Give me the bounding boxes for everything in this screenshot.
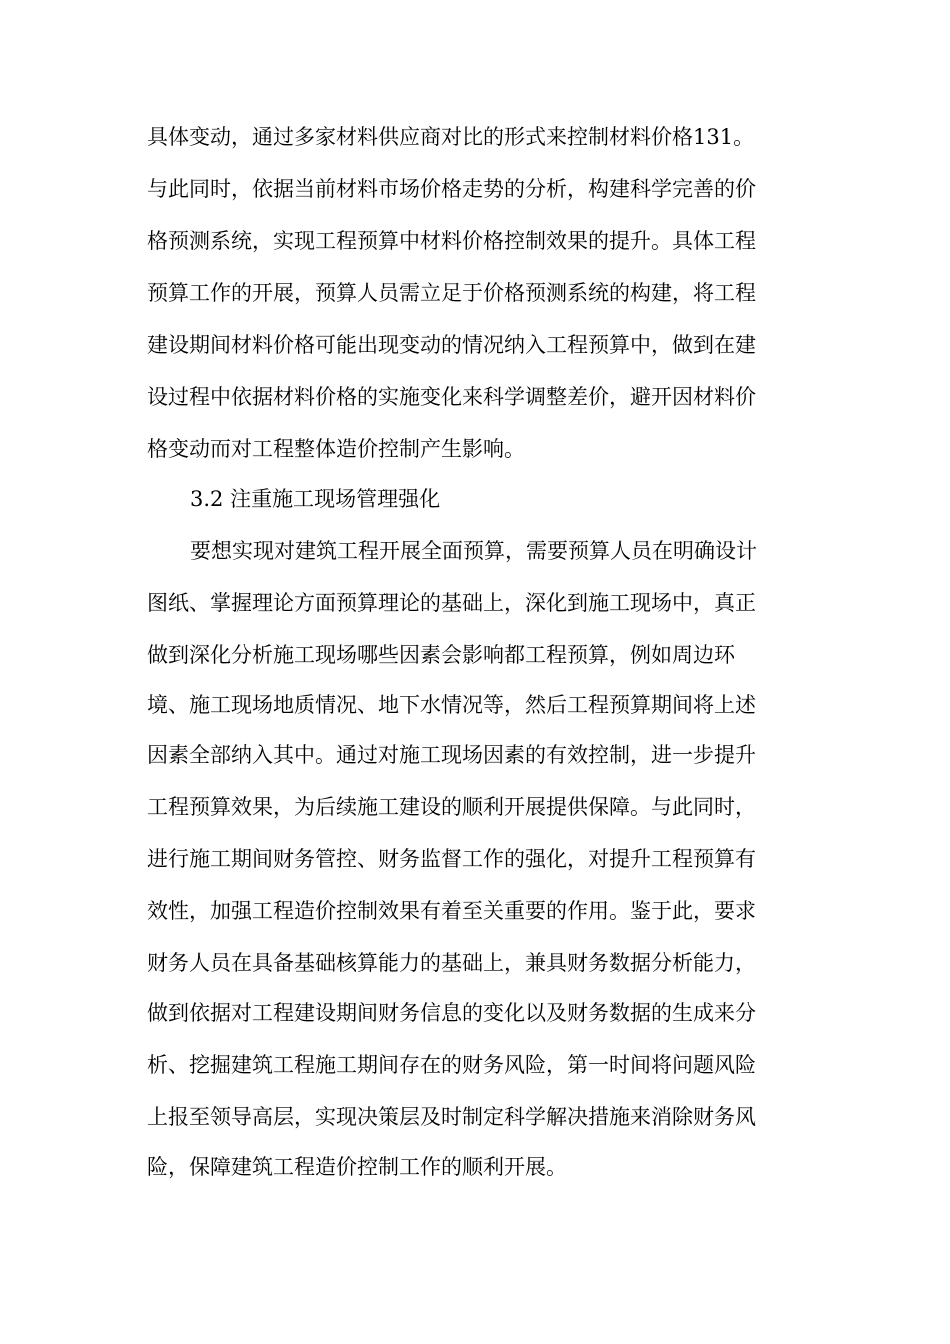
paragraph-2-line: 图纸、掌握理论方面预算理论的基础上，深化到施工现场中，真正 xyxy=(147,591,756,615)
paragraph-1-line: 格变动而对工程整体造价控制产生影响。 xyxy=(147,437,525,461)
paragraph-2-line: 工程预算效果，为后续施工建设的顺利开展提供保障。与此同时， xyxy=(147,795,756,819)
paragraph-2-line: 效性，加强工程造价控制效果有着至关重要的作用。鉴于此，要求 xyxy=(147,899,756,923)
paragraph-2-line: 做到深化分析施工现场哪些因素会影响都工程预算，例如周边环 xyxy=(147,643,735,667)
paragraph-2-line: 要想实现对建筑工程开展全面预算，需要预算人员在明确设计 xyxy=(190,539,757,563)
paragraph-2-line: 析、挖掘建筑工程施工期间存在的财务风险，第一时间将问题风险 xyxy=(147,1053,756,1077)
paragraph-1-line: 建设期间材料价格可能出现变动的情况纳入工程预算中，做到在建 xyxy=(147,333,756,357)
paragraph-2-line: 因素全部纳入其中。通过对施工现场因素的有效控制，进一步提升 xyxy=(147,743,756,767)
paragraph-2-line: 做到依据对工程建设期间财务信息的变化以及财务数据的生成来分 xyxy=(147,1001,756,1025)
paragraph-2-line: 险，保障建筑工程造价控制工作的顺利开展。 xyxy=(147,1155,567,1179)
paragraph-2-line: 上报至领导高层，实现决策层及时制定科学解决措施来消除财务风 xyxy=(147,1105,756,1129)
paragraph-1-line: 预算工作的开展，预算人员需立足于价格预测系统的构建，将工程 xyxy=(147,281,756,305)
paragraph-1-line: 格预测系统，实现工程预算中材料价格控制效果的提升。具体工程 xyxy=(147,229,756,253)
paragraph-1-line: 具体变动，通过多家材料供应商对比的形式来控制材料价格131。 xyxy=(147,125,755,149)
paragraph-1-line: 设过程中依据材料价格的实施变化来科学调整差价，避开因材料价 xyxy=(147,385,756,409)
section-heading: 3.2 注重施工现场管理强化 xyxy=(190,487,441,511)
paragraph-2-line: 财务人员在具备基础核算能力的基础上，兼具财务数据分析能力， xyxy=(147,951,756,975)
paragraph-2-line: 进行施工期间财务管控、财务监督工作的强化，对提升工程预算有 xyxy=(147,847,756,871)
paragraph-2-line: 境、施工现场地质情况、地下水情况等，然后工程预算期间将上述 xyxy=(147,693,756,717)
paragraph-1-line: 与此同时，依据当前材料市场价格走势的分析，构建科学完善的价 xyxy=(147,177,756,201)
